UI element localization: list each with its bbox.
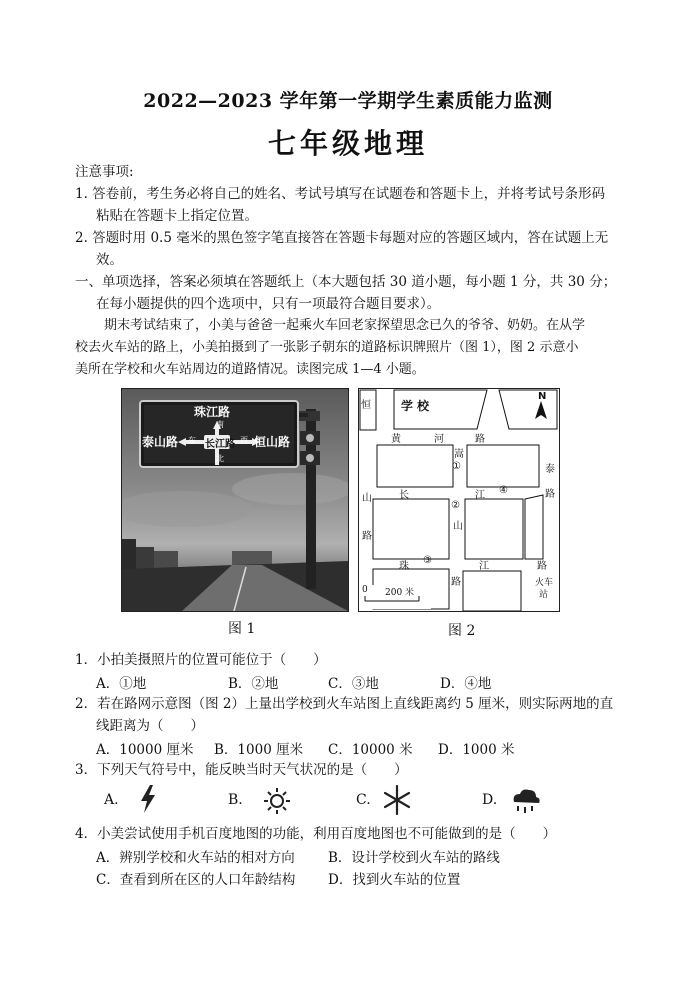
question-1-option-d[interactable]: D．④地 — [440, 676, 492, 692]
sign-east-road: 恒山路 — [254, 435, 291, 449]
question-4-option-c[interactable]: C．查看到所在区的人口年龄结构 — [96, 872, 296, 888]
question-1-option-a[interactable]: A．①地 — [96, 676, 147, 692]
marker-3: ③ — [423, 555, 432, 566]
section-heading-cont: 在每小题提供的四个选项中，只有一项最符合题目要求）。 — [96, 296, 441, 312]
map-label: 路 — [451, 577, 461, 588]
question-4-stem: 4．小美尝试使用手机百度地图的功能，利用百度地图也不可能做到的是（ ） — [75, 826, 557, 842]
road-sign-photo — [122, 389, 348, 611]
question-3-option-b[interactable]: B. — [228, 792, 243, 808]
question-2-option-b[interactable]: B．1000 厘米 — [214, 742, 304, 758]
map-label: 珠 — [399, 561, 409, 572]
passage-line: 美所在学校和火车站周边的道路情况。读图完成 1—4 小题。 — [75, 362, 425, 377]
question-4-option-b[interactable]: B．设计学校到火车站的路线 — [328, 850, 500, 866]
question-3-stem: 3．下列天气符号中，能反映当时天气状况的是（ ） — [75, 762, 408, 778]
map-school-label: 学校 — [401, 399, 434, 413]
question-1-option-b[interactable]: B．②地 — [228, 676, 279, 692]
sign-east-dir: 西 — [240, 436, 248, 445]
map-label: 路 — [545, 489, 555, 500]
lightning-icon — [138, 784, 158, 814]
figure2-map — [358, 388, 560, 612]
question-2-option-d[interactable]: D．1000 米 — [438, 742, 515, 758]
marker-2: ② — [451, 500, 460, 511]
map-label: 路 — [475, 434, 485, 445]
question-1-stem: 1．小拍美摄照片的位置可能位于（ ） — [75, 652, 327, 668]
north-icon: N — [538, 391, 547, 402]
marker-4: ④ — [499, 485, 508, 496]
question-3-option-c[interactable]: C. — [356, 792, 371, 808]
marker-1: ① — [452, 461, 461, 472]
passage-line: 期末考试结束了，小美与爸爸一起乘火车回老家探望思念已久的爷爷、奶奶。在从学 — [104, 318, 586, 333]
map-label: 黄 — [391, 434, 401, 445]
rain-cloud-icon — [508, 786, 542, 816]
station-label: 站 — [539, 590, 549, 600]
map-label: 泰 — [545, 464, 555, 475]
question-2-stem: 2．若在路网示意图（图 2）上量出学校到火车站图上直线距离约 5 厘米，则实际两地的直 — [75, 696, 614, 712]
sign-south-dir: 北 — [216, 454, 224, 463]
question-3-option-a[interactable]: A. — [104, 792, 119, 808]
question-4-option-d[interactable]: D．找到火车站的位置 — [328, 872, 461, 888]
map-label: 长 — [399, 490, 409, 501]
sign-center-road: 长江路 — [205, 439, 235, 450]
sign-west-road: 泰山路 — [142, 435, 179, 449]
figure1-photo — [121, 388, 349, 612]
section-heading: 一、单项选择，答案必须填在答题纸上（本大题包括 30 道小题，每小题 1 分，共 30 分； — [75, 274, 617, 290]
notes-heading: 注意事项: — [75, 164, 134, 180]
question-4-option-a[interactable]: A．辨别学校和火车站的相对方向 — [96, 850, 295, 866]
station-label: 火车 — [535, 578, 554, 588]
question-3-option-d[interactable]: D. — [482, 792, 498, 808]
map-label: 江 — [475, 490, 485, 501]
sign-north-road: 珠江路 — [194, 405, 231, 419]
map-label: 路 — [537, 561, 547, 572]
question-1-option-c[interactable]: C．③地 — [328, 676, 379, 692]
map-label: 河 — [434, 434, 444, 445]
note-line: 1. 答卷前，考生务必将自己的姓名、考试号填写在试题卷和答题卡上，并将考试号条形码 — [75, 186, 606, 202]
subject-title: 七年级地理 — [267, 127, 428, 160]
sunny-icon — [262, 786, 292, 816]
map-label: 路 — [362, 531, 372, 542]
map-label: 恒 — [361, 400, 371, 411]
note-line: 效。 — [96, 252, 123, 268]
question-2-stem-cont: 线距离为（ ） — [96, 718, 204, 734]
figure1-caption: 图 1 — [228, 621, 256, 637]
sign-west-dir: 东 — [188, 436, 196, 445]
figure2-caption: 图 2 — [448, 623, 476, 639]
map-label: 山 — [362, 493, 372, 504]
map-label: 嵩 — [454, 449, 464, 460]
passage-line: 校去火车站的路上，小美拍摄到了一张影子朝东的道路标识牌照片（图 1），图 2 示意小 — [75, 340, 579, 355]
map-label: 山 — [453, 521, 463, 532]
scale-length: 200 米 — [385, 588, 415, 598]
sign-north-dir: 南 — [216, 420, 224, 429]
map-label: 江 — [479, 561, 489, 572]
scale-zero: 0 — [362, 585, 368, 595]
question-2-option-c[interactable]: C．10000 米 — [328, 742, 413, 758]
snow-icon — [382, 784, 412, 816]
question-2-option-a[interactable]: A．10000 厘米 — [96, 742, 194, 758]
exam-title: 2022—2023 学年第一学期学生素质能力监测 — [143, 90, 553, 112]
note-line: 2. 答题时用 0.5 毫米的黑色签字笔直接答在答题卡每题对应的答题区域内，答在试题上无 — [75, 230, 609, 246]
note-line: 粘贴在答题卡上指定位置。 — [96, 208, 258, 224]
